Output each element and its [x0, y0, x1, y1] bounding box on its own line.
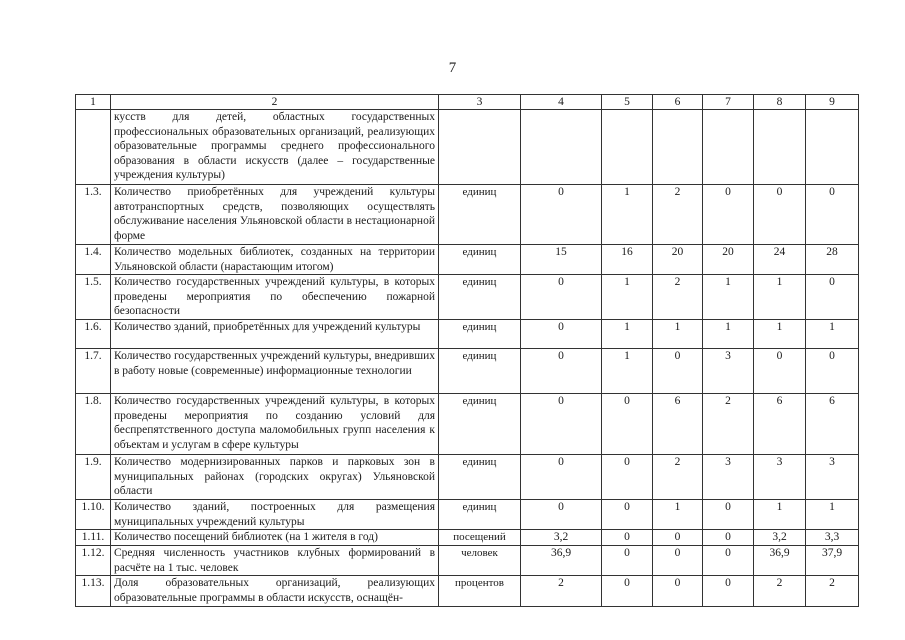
indicator-name: Количество государственных учреждений культуры, внедривших в работу новые (современные) информационные технологии: [111, 349, 439, 394]
column-header-6: 6: [653, 95, 703, 110]
column-header-9: 9: [806, 95, 859, 110]
indicator-name: Количество зданий, приобретённых для учреждений культуры: [111, 320, 439, 349]
value-col-4: 0: [521, 349, 602, 394]
value-col-4: 3,2: [521, 530, 602, 546]
value-col-5: 1: [602, 185, 653, 245]
unit-of-measure: единиц: [439, 349, 521, 394]
table-row: [76, 455, 859, 500]
value-col-9: 6: [806, 394, 859, 455]
column-header-7: 7: [703, 95, 754, 110]
indicator-name: Количество модернизированных парков и парковых зон в муниципальных районах (городских округах) Ульяновской области: [111, 455, 439, 500]
unit-of-measure: процентов: [439, 576, 521, 607]
row-number: [76, 110, 111, 185]
unit-of-measure: единиц: [439, 275, 521, 320]
value-col-7: 1: [703, 320, 754, 349]
indicator-name: Количество посещений библиотек (на 1 жителя в год): [111, 530, 439, 546]
value-col-5: 0: [602, 455, 653, 500]
value-col-6: 2: [653, 275, 703, 320]
indicator-name: Доля образовательных организаций, реализующих образовательные программы в области искусств, оснащён-: [111, 576, 439, 607]
row-number: 1.4.: [76, 245, 111, 275]
value-col-4: 36,9: [521, 545, 602, 575]
value-col-4: 0: [521, 455, 602, 500]
value-col-7: 0: [703, 530, 754, 546]
value-col-9: 0: [806, 185, 859, 245]
value-col-9: 0: [806, 275, 859, 320]
table-row: [76, 185, 859, 245]
value-col-4: 0: [521, 275, 602, 320]
value-col-8: 1: [754, 320, 806, 349]
value-col-9: 28: [806, 245, 859, 275]
table-row: [76, 394, 859, 455]
unit-of-measure: единиц: [439, 320, 521, 349]
value-col-6: 20: [653, 245, 703, 275]
row-number: 1.8.: [76, 394, 111, 455]
value-col-7: 0: [703, 576, 754, 607]
value-col-5: 0: [602, 394, 653, 455]
value-col-9: [806, 110, 859, 185]
value-col-5: 1: [602, 349, 653, 394]
value-col-8: 2: [754, 576, 806, 607]
table-row: [76, 275, 859, 320]
indicator-name: Количество государственных учреждений культуры, в которых проведены мероприятия по созданию условий для беспрепятственного доступа маломобильных групп населения к объектам и услугам в сфере культуры: [111, 394, 439, 455]
row-number: 1.12.: [76, 545, 111, 575]
indicator-name: кусств для детей, областных государственных профессиональных образовательных организаций, реализующих образовательные программы среднего профессионального образования в области искусств (далее – государственные учреждения культуры): [111, 110, 439, 185]
unit-of-measure: единиц: [439, 394, 521, 455]
column-header-2: 2: [111, 95, 439, 110]
value-col-7: 3: [703, 349, 754, 394]
indicator-name: Количество государственных учреждений культуры, в которых проведены мероприятия по обеспечению пожарной безопасности: [111, 275, 439, 320]
table-row: [76, 500, 859, 530]
column-header-5: 5: [602, 95, 653, 110]
indicator-name: Количество приобретённых для учреждений культуры автотранспортных средств, позволяющих осуществлять обслуживание населения Ульяновской области в нестационарной форме: [111, 185, 439, 245]
value-col-8: 3: [754, 455, 806, 500]
row-number: 1.7.: [76, 349, 111, 394]
value-col-4: 0: [521, 500, 602, 530]
value-col-4: 0: [521, 185, 602, 245]
unit-of-measure: единиц: [439, 185, 521, 245]
value-col-6: [653, 110, 703, 185]
column-header-1: 1: [76, 95, 111, 110]
indicator-name: Количество зданий, построенных для размещения муниципальных учреждений культуры: [111, 500, 439, 530]
unit-of-measure: единиц: [439, 455, 521, 500]
value-col-6: 6: [653, 394, 703, 455]
row-number: 1.10.: [76, 500, 111, 530]
page-number: 7: [448, 60, 457, 76]
unit-of-measure: единиц: [439, 500, 521, 530]
value-col-7: 0: [703, 500, 754, 530]
value-col-5: 16: [602, 245, 653, 275]
value-col-6: 1: [653, 320, 703, 349]
value-col-7: [703, 110, 754, 185]
value-col-9: 1: [806, 320, 859, 349]
value-col-7: 20: [703, 245, 754, 275]
value-col-9: 1: [806, 500, 859, 530]
value-col-4: 2: [521, 576, 602, 607]
value-col-8: 0: [754, 349, 806, 394]
table-row: [76, 576, 859, 607]
value-col-8: 36,9: [754, 545, 806, 575]
row-number: 1.13.: [76, 576, 111, 607]
value-col-6: 0: [653, 576, 703, 607]
value-col-6: 2: [653, 455, 703, 500]
value-col-9: 3: [806, 455, 859, 500]
value-col-8: 3,2: [754, 530, 806, 546]
column-header-8: 8: [754, 95, 806, 110]
row-number: 1.11.: [76, 530, 111, 546]
value-col-6: 1: [653, 500, 703, 530]
value-col-8: [754, 110, 806, 185]
row-number: 1.6.: [76, 320, 111, 349]
column-header-3: 3: [439, 95, 521, 110]
indicators-table: [75, 94, 859, 607]
row-number: 1.3.: [76, 185, 111, 245]
value-col-7: 0: [703, 185, 754, 245]
table-header-row: [76, 95, 859, 110]
value-col-6: 0: [653, 349, 703, 394]
table-row: [76, 349, 859, 394]
value-col-9: 2: [806, 576, 859, 607]
row-number: 1.9.: [76, 455, 111, 500]
value-col-9: 3,3: [806, 530, 859, 546]
unit-of-measure: человек: [439, 545, 521, 575]
value-col-5: 0: [602, 530, 653, 546]
table-row: [76, 110, 859, 185]
row-number: 1.5.: [76, 275, 111, 320]
value-col-5: 1: [602, 320, 653, 349]
value-col-4: 15: [521, 245, 602, 275]
value-col-5: 0: [602, 500, 653, 530]
value-col-7: 0: [703, 545, 754, 575]
table-row: [76, 530, 859, 546]
value-col-5: 1: [602, 275, 653, 320]
value-col-5: 0: [602, 545, 653, 575]
value-col-5: 0: [602, 576, 653, 607]
value-col-4: 0: [521, 394, 602, 455]
value-col-9: 37,9: [806, 545, 859, 575]
value-col-7: 3: [703, 455, 754, 500]
value-col-4: [521, 110, 602, 185]
value-col-6: 2: [653, 185, 703, 245]
table-row: [76, 545, 859, 575]
unit-of-measure: единиц: [439, 245, 521, 275]
unit-of-measure: посещений: [439, 530, 521, 546]
value-col-6: 0: [653, 545, 703, 575]
column-header-4: 4: [521, 95, 602, 110]
value-col-7: 2: [703, 394, 754, 455]
value-col-7: 1: [703, 275, 754, 320]
value-col-8: 1: [754, 500, 806, 530]
value-col-6: 0: [653, 530, 703, 546]
value-col-8: 24: [754, 245, 806, 275]
value-col-8: 6: [754, 394, 806, 455]
value-col-5: [602, 110, 653, 185]
table-body: [76, 110, 859, 607]
unit-of-measure: [439, 110, 521, 185]
table-row: [76, 320, 859, 349]
indicator-name: Количество модельных библиотек, созданных на территории Ульяновской области (нарастающим итогом): [111, 245, 439, 275]
value-col-4: 0: [521, 320, 602, 349]
indicator-name: Средняя численность участников клубных формирований в расчёте на 1 тыс. человек: [111, 545, 439, 575]
table-row: [76, 245, 859, 275]
value-col-9: 0: [806, 349, 859, 394]
value-col-8: 1: [754, 275, 806, 320]
value-col-8: 0: [754, 185, 806, 245]
